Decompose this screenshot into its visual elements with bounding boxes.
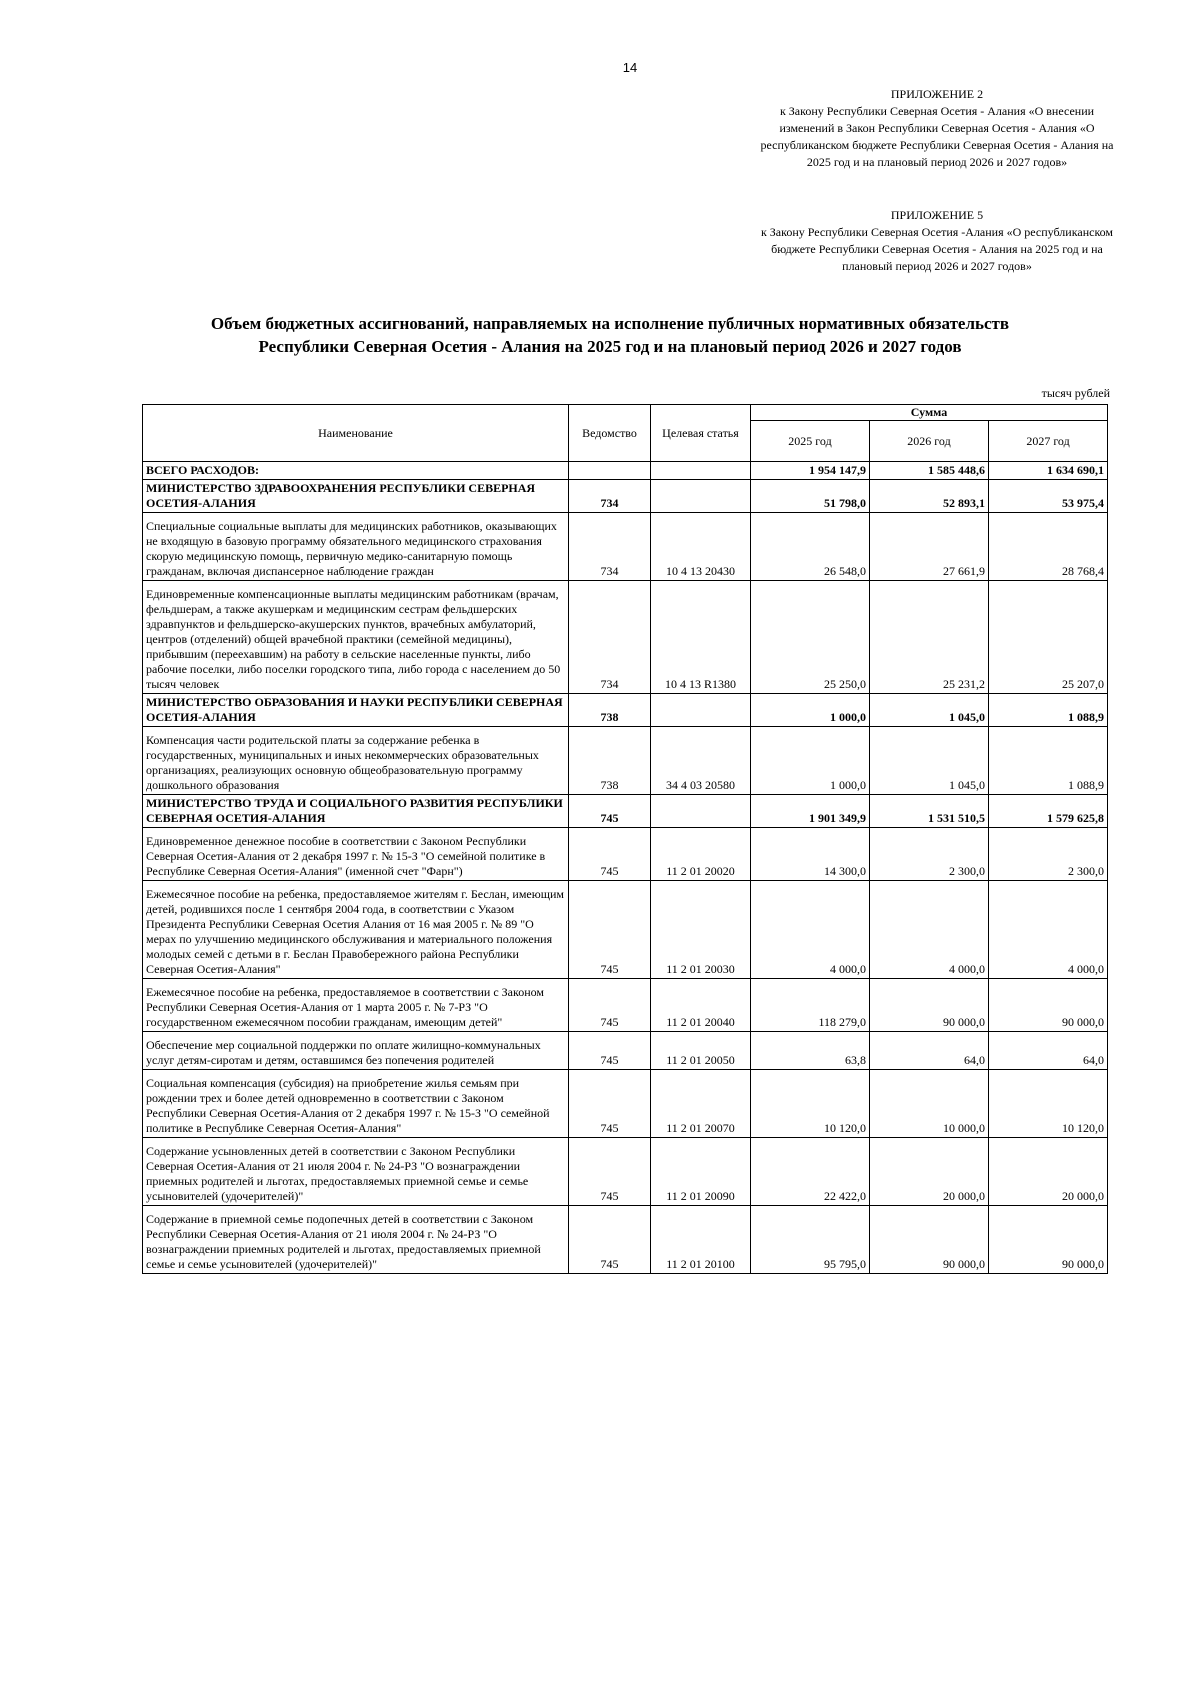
- row-2025: 1 901 349,9: [751, 795, 870, 828]
- row-article: 11 2 01 20050: [651, 1032, 751, 1070]
- total-department: [569, 462, 651, 480]
- row-2026: 27 661,9: [870, 513, 989, 581]
- row-2026: 2 300,0: [870, 828, 989, 881]
- row-2025: 51 798,0: [751, 480, 870, 513]
- row-2027: 25 207,0: [989, 581, 1108, 694]
- row-2026: 20 000,0: [870, 1138, 989, 1206]
- row-article: 11 2 01 20070: [651, 1070, 751, 1138]
- appendix-2-block: [752, 86, 1122, 171]
- row-article: 11 2 01 20020: [651, 828, 751, 881]
- total-2025: 1 954 147,9: [751, 462, 870, 480]
- row-2026: 1 531 510,5: [870, 795, 989, 828]
- row-department: 745: [569, 1138, 651, 1206]
- row-department: 745: [569, 1032, 651, 1070]
- row-article: 11 2 01 20090: [651, 1138, 751, 1206]
- row-department: 738: [569, 727, 651, 795]
- row-2026: 4 000,0: [870, 881, 989, 979]
- row-2026: 1 045,0: [870, 694, 989, 727]
- table-row: [143, 1070, 1108, 1138]
- row-2025: 10 120,0: [751, 1070, 870, 1138]
- row-2027: 90 000,0: [989, 979, 1108, 1032]
- row-2026: 10 000,0: [870, 1070, 989, 1138]
- row-article: [651, 694, 751, 727]
- row-2025: 26 548,0: [751, 513, 870, 581]
- row-name: Единовременное денежное пособие в соответствии с Законом Республики Северная Осетия-Алания от 2 декабря 1997 г. № 15-З "О семейной политике в Республике Северная Осетия-Алания" (именной счет "Фарн"): [143, 828, 569, 881]
- total-row: [143, 462, 1108, 480]
- row-name: Единовременные компенсационные выплаты медицинским работникам (врачам, фельдшерам, а также акушеркам и медицинским сестрам фельдшерских здравпунктов и фельдшерско-акушерских пунктов, врачебных амбулаторий, центров (отделений) общей врачебной практики (семейной медицины), прибывшим (переехавшим) на работу в сельские населенные пункты, либо рабочие поселки, либо поселки городского типа, либо города с населением до 50 тысяч человек: [143, 581, 569, 694]
- row-department: 745: [569, 1206, 651, 1274]
- appendix-2-title: ПРИЛОЖЕНИЕ 2: [890, 87, 984, 101]
- row-name: Специальные социальные выплаты для медицинских работников, оказывающих не входящую в базовую программу обязательного медицинского страхования скорую медицинскую помощь, первичную медико-санитарную помощь гражданам, включая диспансерное наблюдение граждан: [143, 513, 569, 581]
- row-department: 734: [569, 581, 651, 694]
- table-row: [143, 727, 1108, 795]
- table-row: [143, 979, 1108, 1032]
- row-2026: 90 000,0: [870, 1206, 989, 1274]
- row-article: 11 2 01 20040: [651, 979, 751, 1032]
- row-2027: 1 579 625,8: [989, 795, 1108, 828]
- row-2027: 64,0: [989, 1032, 1108, 1070]
- row-2027: 1 088,9: [989, 694, 1108, 727]
- row-name: Содержание усыновленных детей в соответствии с Законом Республики Северная Осетия-Алания от 21 июля 2004 г. № 24-РЗ "О вознаграждении приемных родителей и льготах, предоставляемых приемной семье и семье усыновителей (удочерителей)": [143, 1138, 569, 1206]
- row-2025: 1 000,0: [751, 694, 870, 727]
- table-row: [143, 581, 1108, 694]
- budget-table: [142, 404, 1108, 1274]
- row-department: 734: [569, 480, 651, 513]
- row-2025: 4 000,0: [751, 881, 870, 979]
- ministry-row: [143, 694, 1108, 727]
- row-2026: 52 893,1: [870, 480, 989, 513]
- row-department: 734: [569, 513, 651, 581]
- row-2027: 1 088,9: [989, 727, 1108, 795]
- appendix-5-block: [752, 207, 1122, 275]
- header-2027: 2027 год: [989, 421, 1108, 462]
- row-2025: 14 300,0: [751, 828, 870, 881]
- row-name: Обеспечение мер социальной поддержки по оплате жилищно-коммунальных услуг детям-сиротам и детям, оставшимся без попечения родителей: [143, 1032, 569, 1070]
- header-2025: 2025 год: [751, 421, 870, 462]
- row-2025: 95 795,0: [751, 1206, 870, 1274]
- table-row: [143, 1206, 1108, 1274]
- row-2025: 63,8: [751, 1032, 870, 1070]
- row-department: 745: [569, 881, 651, 979]
- row-2025: 25 250,0: [751, 581, 870, 694]
- table-row: [143, 1032, 1108, 1070]
- row-2027: 90 000,0: [989, 1206, 1108, 1274]
- total-label: ВСЕГО РАСХОДОВ:: [143, 462, 569, 480]
- header-department: Ведомство: [569, 405, 651, 462]
- header-2026: 2026 год: [870, 421, 989, 462]
- ministry-row: [143, 480, 1108, 513]
- header-sum: Сумма: [751, 405, 1108, 421]
- row-2026: 25 231,2: [870, 581, 989, 694]
- row-2027: 4 000,0: [989, 881, 1108, 979]
- document-title: Объем бюджетных ассигнований, направляемых на исполнение публичных нормативных обязательств Республики Северная Осетия - Алания на 2025 год и на плановый период 2026 и 2027 годов: [210, 314, 1010, 356]
- table-row: [143, 513, 1108, 581]
- row-2027: 20 000,0: [989, 1138, 1108, 1206]
- row-2025: 22 422,0: [751, 1138, 870, 1206]
- row-2026: 90 000,0: [870, 979, 989, 1032]
- ministry-row: [143, 795, 1108, 828]
- appendix-5-text: к Закону Республики Северная Осетия -Алания «О республиканском бюджете Республики Северная Осетия - Алания на 2025 год и на плановый период 2026 и 2027 годов»: [760, 225, 1114, 273]
- page-number: 14: [622, 60, 638, 75]
- units-label: тысяч рублей: [1041, 386, 1110, 400]
- total-article: [651, 462, 751, 480]
- row-name: Содержание в приемной семье подопечных детей в соответствии с Законом Республики Северная Осетия-Алания от 21 июля 2004 г. № 24-РЗ "О вознаграждении приемных родителей и льготах, предоставляемых приемной семье и семье усыновителей (удочерителей)": [143, 1206, 569, 1274]
- row-department: 738: [569, 694, 651, 727]
- row-name: Ежемесячное пособие на ребенка, предоставляемое жителям г. Беслан, имеющим детей, родившихся после 1 сентября 2004 года, в соответствии с Указом Президента Республики Северная Осетия Алания от 16 мая 2005 г. № 89 "О мерах по улучшению медицинского обслуживания и материального положения молодых семей с детьми в г. Беслан Правобережного района Республики Северная Осетия-Алания": [143, 881, 569, 979]
- row-name: МИНИСТЕРСТВО ТРУДА И СОЦИАЛЬНОГО РАЗВИТИЯ РЕСПУБЛИКИ СЕВЕРНАЯ ОСЕТИЯ-АЛАНИЯ: [143, 795, 569, 828]
- row-department: 745: [569, 828, 651, 881]
- header-article: Целевая статья: [651, 405, 751, 462]
- row-2027: 28 768,4: [989, 513, 1108, 581]
- row-2026: 1 045,0: [870, 727, 989, 795]
- row-2027: 53 975,4: [989, 480, 1108, 513]
- row-2026: 64,0: [870, 1032, 989, 1070]
- row-name: МИНИСТЕРСТВО ЗДРАВООХРАНЕНИЯ РЕСПУБЛИКИ СЕВЕРНАЯ ОСЕТИЯ-АЛАНИЯ: [143, 480, 569, 513]
- row-2027: 10 120,0: [989, 1070, 1108, 1138]
- row-department: 745: [569, 795, 651, 828]
- row-article: [651, 480, 751, 513]
- header-name: Наименование: [143, 405, 569, 462]
- row-name: Социальная компенсация (субсидия) на приобретение жилья семьям при рождении трех и более детей одновременно в соответствии с Законом Республики Северная Осетия-Алания от 2 декабря 1997 г. № 15-З "О семейной политике в Республике Северная Осетия-Алания": [143, 1070, 569, 1138]
- row-article: 34 4 03 20580: [651, 727, 751, 795]
- row-article: [651, 795, 751, 828]
- row-name: Ежемесячное пособие на ребенка, предоставляемое в соответствии с Законом Республики Северная Осетия-Алания от 1 марта 2005 г. № 7-РЗ "О государственном ежемесячном пособии гражданам, имеющим детей": [143, 979, 569, 1032]
- total-2026: 1 585 448,6: [870, 462, 989, 480]
- table-row: [143, 881, 1108, 979]
- row-article: 10 4 13 R1380: [651, 581, 751, 694]
- appendix-2-text: к Закону Республики Северная Осетия - Алания «О внесении изменений в Закон Республики Северная Осетия - Алания «О республиканском бюджете Республики Северная Осетия - Алания на 2025 год и на плановый период 2026 и 2027 годов»: [760, 104, 1114, 169]
- total-2027: 1 634 690,1: [989, 462, 1108, 480]
- row-article: 11 2 01 20100: [651, 1206, 751, 1274]
- row-2027: 2 300,0: [989, 828, 1108, 881]
- row-article: 10 4 13 20430: [651, 513, 751, 581]
- table-row: [143, 1138, 1108, 1206]
- row-article: 11 2 01 20030: [651, 881, 751, 979]
- row-department: 745: [569, 979, 651, 1032]
- row-name: Компенсация части родительской платы за содержание ребенка в государственных, муниципальных и иных некоммерческих образовательных организациях, реализующих основную общеобразовательную программу дошкольного образования: [143, 727, 569, 795]
- row-name: МИНИСТЕРСТВО ОБРАЗОВАНИЯ И НАУКИ РЕСПУБЛИКИ СЕВЕРНАЯ ОСЕТИЯ-АЛАНИЯ: [143, 694, 569, 727]
- row-2025: 1 000,0: [751, 727, 870, 795]
- row-2025: 118 279,0: [751, 979, 870, 1032]
- row-department: 745: [569, 1070, 651, 1138]
- table-row: [143, 828, 1108, 881]
- appendix-5-title: ПРИЛОЖЕНИЕ 5: [890, 208, 984, 222]
